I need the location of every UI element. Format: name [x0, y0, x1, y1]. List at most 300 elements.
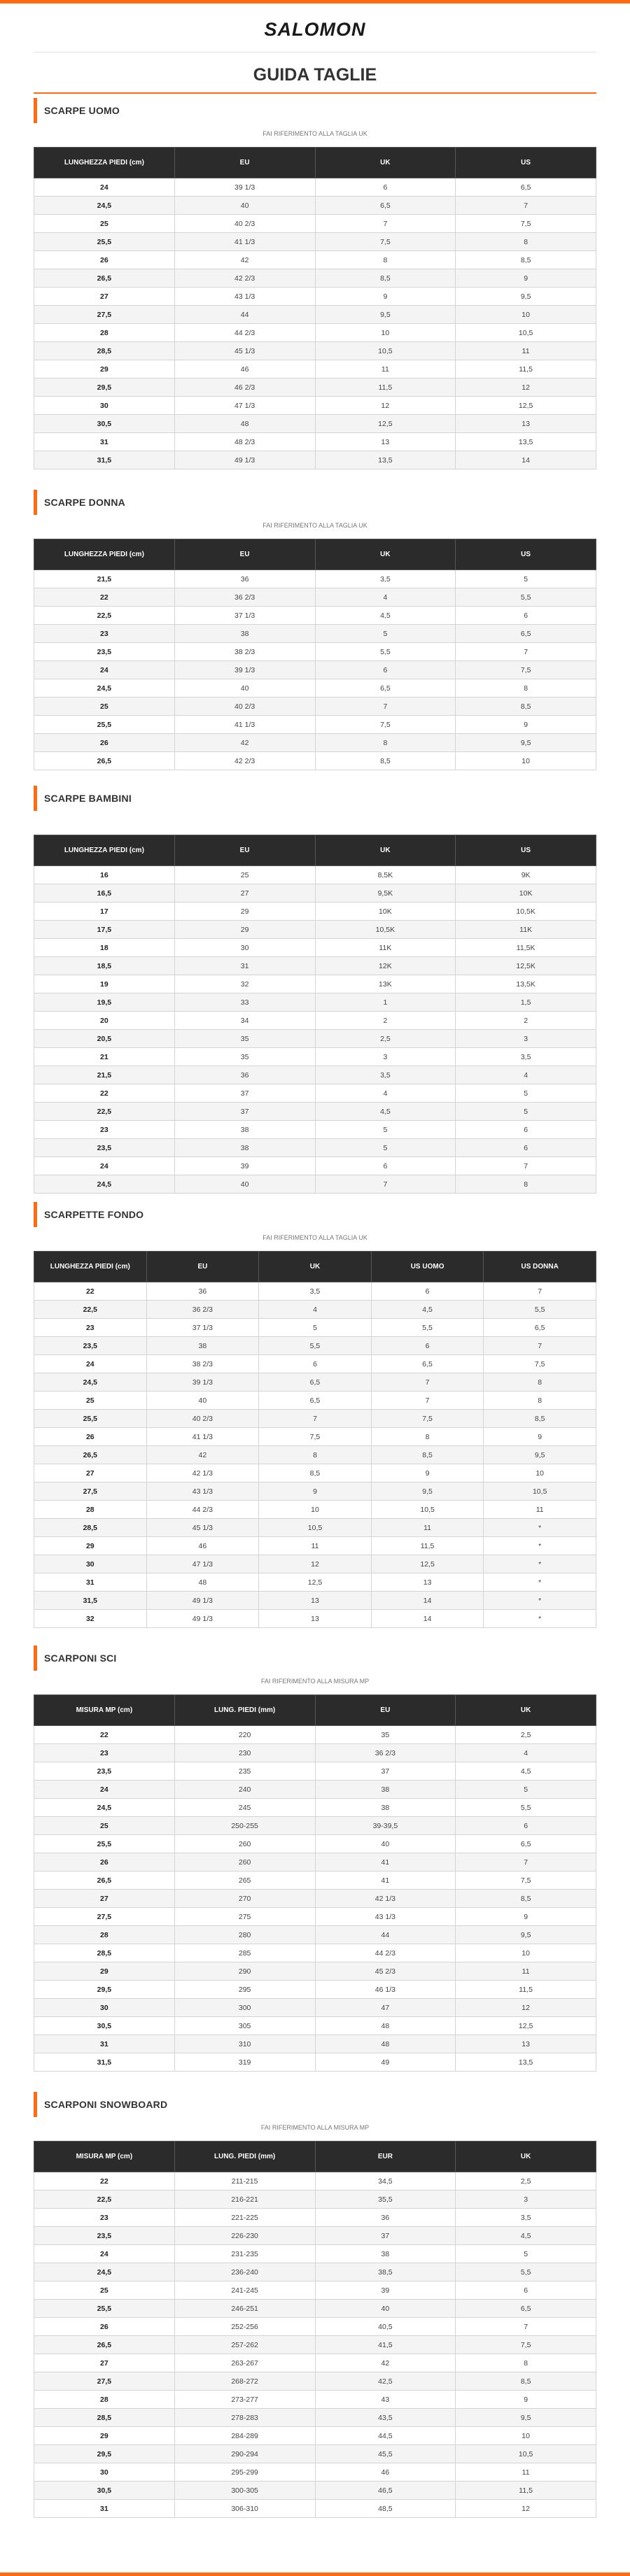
table-cell: 9,5	[456, 734, 596, 752]
table-cell: 46	[174, 360, 315, 378]
table-cell: 42	[146, 1446, 259, 1464]
table-cell: 47	[315, 1999, 456, 2017]
table-header-row	[34, 1695, 596, 1726]
column-header: US	[456, 539, 596, 570]
table-cell: 24	[34, 661, 175, 679]
table-cell: 30,5	[34, 2017, 175, 2035]
table-cell: 29	[34, 1962, 175, 1981]
table-row	[34, 1501, 596, 1519]
table-cell: 25	[34, 2281, 175, 2300]
column-header: EU	[174, 539, 315, 570]
table-cell: 305	[174, 2017, 315, 2035]
table-cell: 6	[315, 661, 456, 679]
table-cell: 9,5	[315, 306, 456, 324]
table-cell: 260	[174, 1853, 315, 1871]
table-cell: 9,5	[371, 1482, 484, 1501]
table-cell: 46 1/3	[315, 1981, 456, 1999]
section-uomo	[34, 98, 596, 469]
table-cell: 8	[484, 1392, 596, 1410]
table-cell: 27	[34, 1464, 147, 1482]
table-row	[34, 324, 596, 342]
table-cell: 40 2/3	[174, 215, 315, 233]
table-row	[34, 1555, 596, 1573]
table-cell: 6	[315, 1157, 456, 1175]
table-cell: 23,5	[34, 2227, 175, 2245]
column-header: LUNG. PIEDI (mm)	[174, 1695, 315, 1726]
table-cell: 31	[34, 433, 175, 451]
table-cell: 28,5	[34, 342, 175, 360]
table-row	[34, 1944, 596, 1962]
table-cell: 40 2/3	[174, 698, 315, 716]
table-cell: 7	[456, 643, 596, 661]
table-row	[34, 1139, 596, 1157]
table-cell: 22	[34, 1726, 175, 1744]
table-cell: 45 2/3	[315, 1962, 456, 1981]
table-cell: 29	[174, 903, 315, 921]
table-cell: 221-225	[174, 2209, 315, 2227]
table-cell: 38	[315, 1781, 456, 1799]
table-cell: 25	[34, 698, 175, 716]
section-accent-bar	[34, 98, 37, 123]
table-cell: 49	[315, 2053, 456, 2072]
table-cell: 26,5	[34, 752, 175, 770]
section-heading	[34, 786, 596, 811]
table-cell: 5	[315, 1139, 456, 1157]
table-cell: 38	[174, 1121, 315, 1139]
table-cell: 240	[174, 1781, 315, 1799]
table-cell: 6	[259, 1355, 372, 1373]
table-cell: 42	[174, 251, 315, 269]
table-cell: 24	[34, 178, 175, 197]
table-cell: 13	[456, 415, 596, 433]
table-cell: 35	[315, 1726, 456, 1744]
table-cell: 10,5	[371, 1501, 484, 1519]
table-cell: 9,5	[456, 2409, 596, 2427]
table-row	[34, 2245, 596, 2263]
table-row	[34, 2209, 596, 2227]
table-cell: 3	[456, 1030, 596, 1048]
table-cell: 25	[34, 1392, 147, 1410]
table-cell: 31	[174, 957, 315, 975]
table-cell: 12,5	[315, 415, 456, 433]
table-cell: 7,5	[456, 661, 596, 679]
table-cell: 29	[34, 1537, 147, 1555]
column-header: LUNGHEZZA PIEDI (cm)	[34, 1252, 147, 1282]
table-cell: 21,5	[34, 1066, 175, 1084]
table-cell: 8	[259, 1446, 372, 1464]
table-cell: 46	[146, 1537, 259, 1555]
table-cell: 13	[315, 433, 456, 451]
table-cell: 5,5	[456, 588, 596, 607]
table-cell: 8,5	[315, 752, 456, 770]
table-cell: 17,5	[34, 921, 175, 939]
table-cell: 45 1/3	[174, 342, 315, 360]
header	[34, 3, 596, 52]
table-cell: 35	[174, 1030, 315, 1048]
table-cell: 39	[315, 2281, 456, 2300]
table-cell: 20	[34, 1012, 175, 1030]
table-cell: 7	[456, 1157, 596, 1175]
table-cell: 49 1/3	[146, 1610, 259, 1628]
table-cell: 44	[174, 306, 315, 324]
table-cell: 5,5	[315, 643, 456, 661]
table-cell: 5	[456, 2245, 596, 2263]
table-cell: 26	[34, 1428, 147, 1446]
table-cell: 7,5	[456, 1871, 596, 1890]
table-row	[34, 2263, 596, 2281]
table-cell: 11	[315, 360, 456, 378]
table-cell: 44	[315, 1926, 456, 1944]
table-cell: 29,5	[34, 378, 175, 397]
table-cell: 6,5	[456, 625, 596, 643]
column-header: EU	[174, 148, 315, 178]
table-cell: 49 1/3	[174, 451, 315, 469]
table-cell: 11	[456, 1962, 596, 1981]
table-cell: 8,5	[259, 1464, 372, 1482]
table-cell: 275	[174, 1908, 315, 1926]
section-accent-bar	[34, 1202, 37, 1227]
column-header: MISURA MP (cm)	[34, 1695, 175, 1726]
table-cell: 8	[315, 734, 456, 752]
table-row	[34, 1908, 596, 1926]
table-cell: 5,5	[259, 1337, 372, 1355]
table-cell: 25	[34, 215, 175, 233]
table-cell: 48,5	[315, 2500, 456, 2518]
table-cell: 28,5	[34, 2409, 175, 2427]
table-row	[34, 2300, 596, 2318]
table-cell: 13K	[315, 975, 456, 993]
table-cell: 8,5K	[315, 866, 456, 884]
table-cell: 10,5	[456, 324, 596, 342]
table-row	[34, 1337, 596, 1355]
table-cell: *	[484, 1555, 596, 1573]
table-cell: 30,5	[34, 415, 175, 433]
table-cell: 9	[456, 1908, 596, 1926]
table-cell: 13,5K	[456, 975, 596, 993]
table-cell: 8	[371, 1428, 484, 1446]
table-cell: 41	[315, 1871, 456, 1890]
table-cell: 11	[456, 2463, 596, 2482]
table-cell: 24,5	[34, 1175, 175, 1194]
table-row	[34, 1301, 596, 1319]
table-cell: 5,5	[456, 2263, 596, 2281]
table-cell: 10,5	[259, 1519, 372, 1537]
table-cell: 5	[456, 1103, 596, 1121]
table-cell: 6,5	[315, 679, 456, 698]
table-cell: 2	[456, 1012, 596, 1030]
table-cell: 11	[456, 342, 596, 360]
table-cell: 13	[456, 2035, 596, 2053]
table-cell: 48 2/3	[174, 433, 315, 451]
table-cell: 42,5	[315, 2372, 456, 2391]
table-cell: 42 1/3	[146, 1464, 259, 1482]
table-cell: 5,5	[371, 1319, 484, 1337]
section-snowboard	[34, 2092, 596, 2518]
table-row	[34, 2463, 596, 2482]
table-cell: 2	[315, 1012, 456, 1030]
table-cell: 250-255	[174, 1817, 315, 1835]
table-row	[34, 2191, 596, 2209]
table-cell: 33	[174, 993, 315, 1012]
section-title: SCARPE UOMO	[44, 105, 120, 116]
table-cell: 5	[456, 570, 596, 588]
table-cell: 12,5	[456, 2017, 596, 2035]
table-cell: 9	[456, 269, 596, 288]
table-cell: 39 1/3	[174, 178, 315, 197]
table-cell: 24,5	[34, 1373, 147, 1392]
table-cell: 47 1/3	[174, 397, 315, 415]
section-title: SCARPE BAMBINI	[44, 793, 132, 804]
table-cell: 9,5	[456, 288, 596, 306]
table-row	[34, 1446, 596, 1464]
column-header: LUNGHEZZA PIEDI (cm)	[34, 835, 175, 866]
section-subtitle: FAI RIFERIMENTO ALLA TAGLIA UK	[262, 522, 368, 529]
table-row	[34, 215, 596, 233]
table-row	[34, 588, 596, 607]
table-row	[34, 1726, 596, 1744]
table-cell: 27	[34, 288, 175, 306]
table-cell: 42	[315, 2354, 456, 2372]
table-cell: 6,5	[484, 1319, 596, 1337]
table-cell: 6	[371, 1337, 484, 1355]
column-header: UK	[259, 1252, 372, 1282]
table-cell: 13	[259, 1592, 372, 1610]
table-cell: 6,5	[456, 1835, 596, 1853]
table-cell: 9	[456, 2391, 596, 2409]
page-title: GUIDA TAGLIE	[34, 65, 596, 94]
table-cell: 22	[34, 1282, 147, 1301]
table-cell: 12,5	[259, 1573, 372, 1592]
table-cell: 36	[315, 2209, 456, 2227]
brand-logo[interactable]: SALOMON	[264, 19, 366, 40]
table-cell: 12	[456, 2500, 596, 2518]
table-cell: 22	[34, 1084, 175, 1103]
table-row	[34, 1012, 596, 1030]
table-row	[34, 993, 596, 1012]
table-row	[34, 342, 596, 360]
table-cell: 20,5	[34, 1030, 175, 1048]
table-cell: 11	[484, 1501, 596, 1519]
table-row	[34, 288, 596, 306]
table-cell: 6	[456, 1121, 596, 1139]
table-cell: 31	[34, 1573, 147, 1592]
table-cell: 27,5	[34, 306, 175, 324]
table-row	[34, 2445, 596, 2463]
table-cell: 10,5K	[315, 921, 456, 939]
table-cell: 24	[34, 1157, 175, 1175]
table-cell: 3,5	[315, 1066, 456, 1084]
table-row	[34, 570, 596, 588]
table-cell: 46	[315, 2463, 456, 2482]
table-cell: 28,5	[34, 1944, 175, 1962]
table-row	[34, 1482, 596, 1501]
table-cell: 42 2/3	[174, 752, 315, 770]
table-row	[34, 1817, 596, 1835]
table-cell: 23,5	[34, 1139, 175, 1157]
table-cell: 13	[371, 1573, 484, 1592]
table-cell: 34	[174, 1012, 315, 1030]
table-cell: 16	[34, 866, 175, 884]
table-row	[34, 306, 596, 324]
table-cell: 40	[315, 1835, 456, 1853]
table-row	[34, 1926, 596, 1944]
table-cell: 27,5	[34, 1908, 175, 1926]
table-cell: 6,5	[259, 1392, 372, 1410]
table-cell: 24	[34, 1781, 175, 1799]
table-cell: 5	[315, 1121, 456, 1139]
table-cell: 14	[371, 1610, 484, 1628]
table-row	[34, 2409, 596, 2427]
table-row	[34, 178, 596, 197]
table-cell: 11,5	[371, 1537, 484, 1555]
section-accent-bar	[34, 786, 37, 811]
table-cell: 19	[34, 975, 175, 993]
table-cell: 7	[315, 1175, 456, 1194]
table-cell: 235	[174, 1762, 315, 1781]
table-cell: 265	[174, 1871, 315, 1890]
table-cell: 29	[174, 921, 315, 939]
table-cell: 220	[174, 1726, 315, 1744]
table-cell: 4	[315, 1084, 456, 1103]
table-cell: 27	[174, 884, 315, 903]
table-row	[34, 2318, 596, 2336]
table-cell: 44 2/3	[174, 324, 315, 342]
table-cell: 290-294	[174, 2445, 315, 2463]
table-cell: 37 1/3	[146, 1319, 259, 1337]
table-row	[34, 1744, 596, 1762]
table-cell: 31,5	[34, 2053, 175, 2072]
table-cell: 11,5	[456, 360, 596, 378]
table-cell: 268-272	[174, 2372, 315, 2391]
table-cell: 42 2/3	[174, 269, 315, 288]
table-cell: 7	[371, 1373, 484, 1392]
table-cell: 9,5K	[315, 884, 456, 903]
table-cell: 31,5	[34, 451, 175, 469]
table-cell: 44,5	[315, 2427, 456, 2445]
table-cell: 24	[34, 2245, 175, 2263]
table-cell: 37 1/3	[174, 607, 315, 625]
table-cell: 5	[456, 1084, 596, 1103]
table-cell: 40	[174, 197, 315, 215]
table-cell: 10,5	[456, 2445, 596, 2463]
table-row	[34, 1890, 596, 1908]
table-header-row	[34, 1252, 596, 1282]
table-cell: 28	[34, 2391, 175, 2409]
table-row	[34, 1157, 596, 1175]
table-cell: 8,5	[484, 1410, 596, 1428]
section-subtitle	[34, 818, 596, 828]
table-cell: *	[484, 1592, 596, 1610]
table-cell: 11	[371, 1519, 484, 1537]
size-table	[34, 539, 596, 770]
table-cell: 42 1/3	[315, 1890, 456, 1908]
table-cell: 10,5	[484, 1482, 596, 1501]
table-cell: 6	[315, 178, 456, 197]
table-cell: 45 1/3	[146, 1519, 259, 1537]
table-cell: 25,5	[34, 233, 175, 251]
size-table	[34, 835, 596, 1194]
table-cell: 26	[34, 734, 175, 752]
table-cell: 48	[174, 415, 315, 433]
table-cell: 8,5	[456, 2372, 596, 2391]
table-cell: 43	[315, 2391, 456, 2409]
table-cell: 26,5	[34, 1446, 147, 1464]
table-row	[34, 433, 596, 451]
table-row	[34, 1981, 596, 1999]
table-row	[34, 1871, 596, 1890]
table-row	[34, 397, 596, 415]
size-table	[34, 147, 596, 469]
table-cell: 13,5	[456, 2053, 596, 2072]
table-row	[34, 1999, 596, 2017]
table-cell: 26,5	[34, 1871, 175, 1890]
table-row	[34, 1121, 596, 1139]
table-row	[34, 197, 596, 215]
table-cell: 22,5	[34, 2191, 175, 2209]
section-subtitle: FAI RIFERIMENTO ALLA TAGLIA UK	[262, 1234, 368, 1241]
table-cell: 22	[34, 2172, 175, 2191]
table-cell: 4,5	[315, 607, 456, 625]
table-cell: 4	[456, 1066, 596, 1084]
table-cell: 24,5	[34, 197, 175, 215]
table-row	[34, 1781, 596, 1799]
column-header: EU	[174, 835, 315, 866]
table-cell: 12	[259, 1555, 372, 1573]
table-cell: 48	[146, 1573, 259, 1592]
table-cell: 3,5	[456, 1048, 596, 1066]
table-cell: 37	[174, 1103, 315, 1121]
table-cell: 31,5	[34, 1592, 147, 1610]
table-cell: 22,5	[34, 607, 175, 625]
table-cell: 47 1/3	[146, 1555, 259, 1573]
table-cell: 14	[371, 1592, 484, 1610]
table-row	[34, 1762, 596, 1781]
table-cell: 19,5	[34, 993, 175, 1012]
table-cell: 39 1/3	[146, 1373, 259, 1392]
table-cell: 8,5	[456, 1890, 596, 1908]
table-cell: 10,5	[315, 342, 456, 360]
table-cell: 9,5	[484, 1446, 596, 1464]
table-cell: 26,5	[34, 2336, 175, 2354]
table-cell: 7	[259, 1410, 372, 1428]
table-cell: 29,5	[34, 2445, 175, 2463]
table-header-row	[34, 539, 596, 570]
table-cell: 260	[174, 1835, 315, 1853]
table-cell: 13,5	[456, 433, 596, 451]
table-cell: 13,5	[315, 451, 456, 469]
table-cell: 300-305	[174, 2482, 315, 2500]
table-cell: 25,5	[34, 2300, 175, 2318]
table-row	[34, 1519, 596, 1537]
table-cell: 4	[456, 1744, 596, 1762]
section-title: SCARPONI SCI	[44, 1653, 117, 1664]
column-header: EU	[315, 1695, 456, 1726]
table-cell: 5,5	[456, 1799, 596, 1817]
table-cell: 7	[484, 1337, 596, 1355]
table-cell: 230	[174, 1744, 315, 1762]
table-cell: 7	[315, 215, 456, 233]
table-cell: 1	[315, 993, 456, 1012]
table-cell: 39 1/3	[174, 661, 315, 679]
table-cell: 7	[456, 197, 596, 215]
table-cell: 6	[456, 2281, 596, 2300]
table-cell: 21	[34, 1048, 175, 1066]
table-cell: 23	[34, 2209, 175, 2227]
table-cell: 10,5K	[456, 903, 596, 921]
table-cell: 211-215	[174, 2172, 315, 2191]
table-cell: 2,5	[456, 2172, 596, 2191]
table-cell: 11,5K	[456, 939, 596, 957]
